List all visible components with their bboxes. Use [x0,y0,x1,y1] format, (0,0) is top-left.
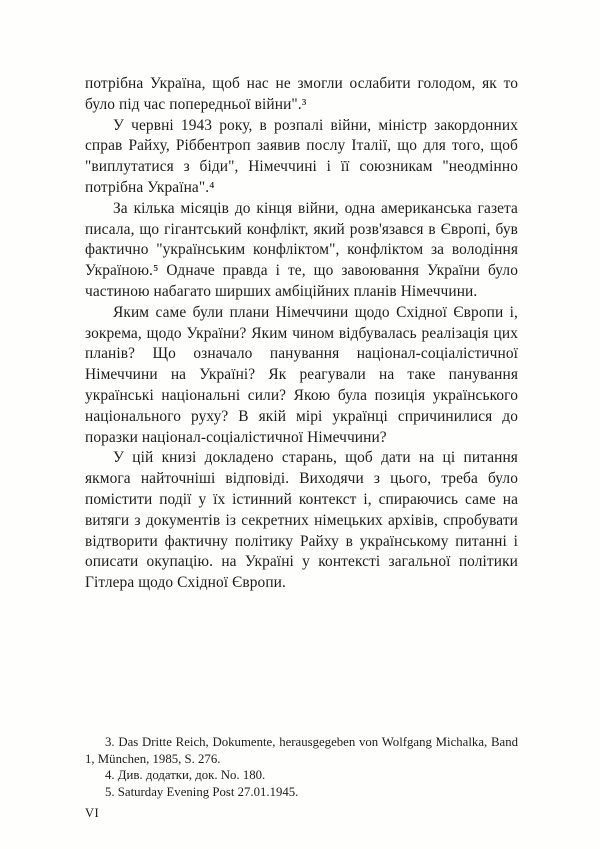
footnotes-block [85,734,518,800]
paragraph: У цій книзі докладено старань, щоб дати на ці питання якмога найточніші відповіді. Виходячи з цього, треба було помістити події у їх істинний контекст і, спираючись саме на витяги з документів із секретних німецьких архівів, спробувати відтворити фактичну політику Райху в українському питанні і описати окупацію. на Україні у контексті загальної політики Гітлера щодо Східної Європи. [85,449,518,592]
paragraph: У червні 1943 року, в розпалі війни, міністр закордонних справ Райху, Ріббентроп заявив послу Італії, що для того, щоб "виплутатися з біди", Німеччині і її союзникам "неодмінно потрібна Україна".⁴ [85,116,518,196]
page-number: VI [85,806,100,820]
main-text-block [85,74,518,594]
footnote: 4. Див. додатки, док. No. 180. [105,768,266,783]
footnote: 5. Saturday Evening Post 27.01.1945. [105,784,299,799]
paragraph: Яким саме були плани Німеччини щодо Східної Європи і, зокрема, щодо України? Яким чином відбувалась реалізація цих планів? Що означало панування націонал-соціалістичної Німеччини на Україні? Як реагували на таке панування українські національні сили? Якою була позиція українського національного руху? В якій мірі українці спричинилися до поразки націонал-соціалістичної Німеччини? [85,303,518,446]
footnote: 3. Das Dritte Reich, Dokumente, herausgegeben von Wolfgang Michalka, Band 1, München, 1985, S. 276. [85,735,518,766]
paragraph-continuation: потрібна Україна, щоб нас не змогли ослабити голодом, як то було під час попередньої війни".³ [85,75,518,113]
paragraph: За кілька місяців до кінця війни, одна американська газета писала, що гігантський конфлікт, який розв'язався в Європі, був фактично "українським конфліктом", конфліктом за володіння Україною.⁵ Одначе правда і те, що завоювання України було частиною набагато ширших амбіційних планів Німеччини. [85,199,518,300]
